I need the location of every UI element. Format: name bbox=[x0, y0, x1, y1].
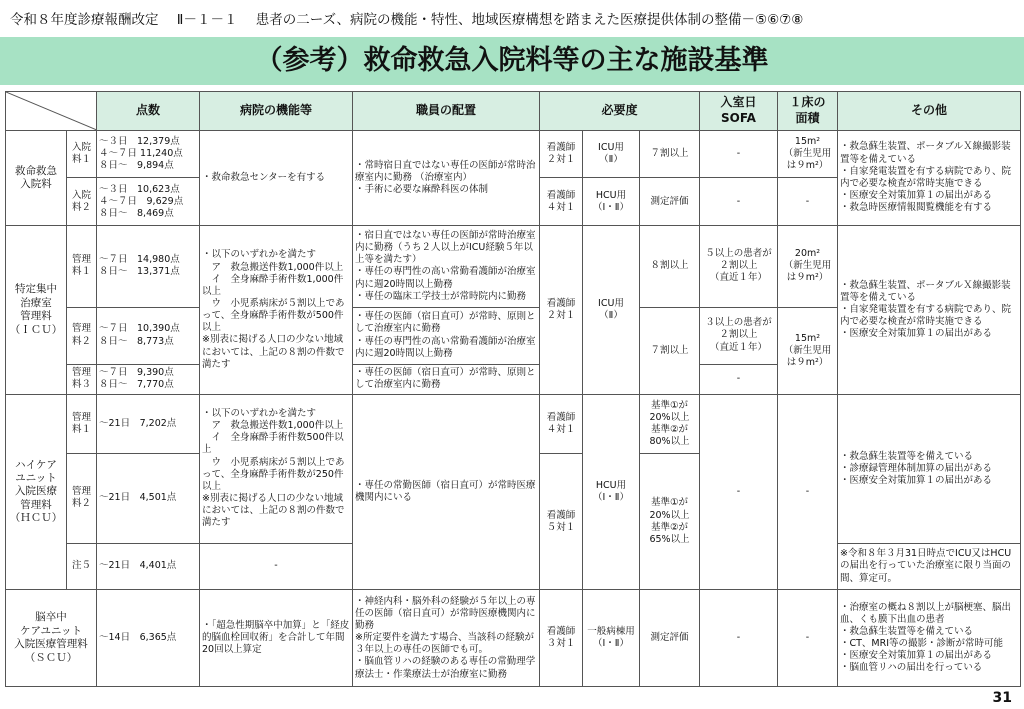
row-label: 管理 料３ bbox=[67, 364, 97, 395]
points-cell: ～７日 10,390点 ８日～ 8,773点 bbox=[97, 307, 200, 364]
row-label: 管理 料２ bbox=[67, 307, 97, 364]
severity-type-cell: 一般病棟用 （Ⅰ・Ⅱ） bbox=[583, 590, 640, 687]
nurse-ratio-cell: 看護師 ３対１ bbox=[540, 590, 583, 687]
other-cell: ・治療室の概ね８割以上が脳梗塞、脳出血、くも膜下出血の患者 ・救急蘇生装置等を備えている ・CT、MRI等の撮影・診断が常時可能 ・医療安全対策加算１の届出がある ・脳血管リハの届出を行っている bbox=[838, 590, 1021, 687]
row-label: 入院 料１ bbox=[67, 130, 97, 178]
staffing-cell: ・専任の常勤医師（宿日直可）が常時医療機関内にいる bbox=[353, 395, 540, 590]
criteria-table bbox=[5, 91, 1021, 687]
area-cell: - bbox=[778, 395, 838, 590]
other-cell: ※令和８年３月31日時点でICU又はHCUの届出を行っていた治療室に限り当面の間、算定可。 bbox=[838, 543, 1021, 590]
category-hcu: ハイケア ユニット 入院医療 管理料 （ＨＣＵ） bbox=[6, 395, 67, 590]
severity-type-cell: HCU用 （Ⅰ・Ⅱ） bbox=[583, 395, 640, 590]
nurse-ratio-cell: 看護師 ４対１ bbox=[540, 178, 583, 226]
severity-value-cell: 測定評価 bbox=[640, 178, 700, 226]
points-cell: ～21日 4,401点 bbox=[97, 543, 200, 590]
severity-value-cell: ７割以上 bbox=[640, 130, 700, 178]
sofa-cell: - bbox=[700, 364, 778, 395]
points-cell: ～21日 7,202点 bbox=[97, 395, 200, 454]
points-cell: ～７日 9,390点 ８日～ 7,770点 bbox=[97, 364, 200, 395]
function-cell: - bbox=[200, 543, 353, 590]
table-row bbox=[6, 226, 1021, 307]
nurse-ratio-cell: 看護師 ２対１ bbox=[540, 226, 583, 395]
row-label: 管理 料１ bbox=[67, 226, 97, 307]
sofa-cell: ３以上の患者が ２割以上 （直近１年） bbox=[700, 307, 778, 364]
other-cell: ・救急蘇生装置、ポータブルＸ線撮影装置等を備えている ・自家発電装置を有する病院であり、院内で必要な検査が常時実施できる ・医療安全対策加算１の届出がある ・救急時医療情報閲覧機能を有する bbox=[838, 130, 1021, 226]
points-cell: ～３日 12,379点 ４～７日 11,240点 ８日～ 9,894点 bbox=[97, 130, 200, 178]
category-icu: 特定集中 治療室 管理料 （ＩＣＵ） bbox=[6, 226, 67, 395]
staffing-cell: ・宿日直ではない専任の医師が常時治療室内に勤務（うち２人以上がICU経験５年以上等を満たす） ・専任の専門性の高い常勤看護師が治療室内に週20時間以上勤務 ・専任の臨床工学技士が常時院内に勤務 bbox=[353, 226, 540, 307]
header-points: 点数 bbox=[97, 92, 200, 131]
severity-type-cell: ICU用 （Ⅱ） bbox=[583, 130, 640, 178]
table-row bbox=[6, 590, 1021, 687]
row-label: 管理 料１ bbox=[67, 395, 97, 454]
sofa-cell: - bbox=[700, 395, 778, 590]
points-cell: ～３日 10,623点 ４～７日 9,629点 ８日～ 8,469点 bbox=[97, 178, 200, 226]
header-severity: 必要度 bbox=[540, 92, 700, 131]
nurse-ratio-cell: 看護師 ５対１ bbox=[540, 454, 583, 590]
severity-type-cell: HCU用 （Ⅰ・Ⅱ） bbox=[583, 178, 640, 226]
points-cell: ～14日 6,365点 bbox=[97, 590, 200, 687]
area-cell: 15m² （新生児用 は９m²） bbox=[778, 307, 838, 394]
row-label: 管理 料２ bbox=[67, 454, 97, 544]
page-number: 31 bbox=[992, 690, 1012, 706]
row-label: 入院 料２ bbox=[67, 178, 97, 226]
function-cell: ・以下のいずれかを満たす ア 救急搬送件数1,000件以上 イ 全身麻酔手術件数500件以上 ウ 小児系病床が５割以上であって、全身麻酔手術件数が250件以上 ※別表に掲げる人口の少ない地域においては、上記の８割の件数で満たす bbox=[200, 395, 353, 543]
corner-diagonal-cell bbox=[6, 92, 97, 131]
nurse-ratio-cell: 看護師 ４対１ bbox=[540, 395, 583, 454]
category-scu: 脳卒中 ケアユニット 入院医療管理料 （ＳＣＵ） bbox=[6, 590, 97, 687]
area-cell: - bbox=[778, 178, 838, 226]
area-cell: - bbox=[778, 590, 838, 687]
nurse-ratio-cell: 看護師 ２対１ bbox=[540, 130, 583, 178]
points-cell: ～７日 14,980点 ８日～ 13,371点 bbox=[97, 226, 200, 307]
staffing-cell: ・神経内科・脳外科の経験が５年以上の専任の医師（宿日直可）が常時医療機関内に勤務 ※所定要件を満たす場合、当該科の経験が３年以上の専任の医師でも可。 ・脳血管リハの経験のある専任の常勤理学療法士・作業療法士が治療室に勤務 bbox=[353, 590, 540, 687]
header-revision: 令和８年度診療報酬改定 bbox=[10, 12, 159, 28]
sofa-cell: ５以上の患者が ２割以上 （直近１年） bbox=[700, 226, 778, 307]
severity-value-cell: 測定評価 bbox=[640, 590, 700, 687]
sofa-cell: - bbox=[700, 590, 778, 687]
function-cell: ・「超急性期脳卒中加算」と「経皮的脳血栓回収術」を合計して年間20回以上算定 bbox=[200, 590, 353, 687]
header-area: １床の 面積 bbox=[778, 92, 838, 131]
staffing-cell: ・常時宿日直ではない専任の医師が常時治療室内に勤務 （治療室内） ・手術に必要な麻酔科医の体制 bbox=[353, 130, 540, 226]
header-function: 病院の機能等 bbox=[200, 92, 353, 131]
header-staffing: 職員の配置 bbox=[353, 92, 540, 131]
table-row bbox=[6, 395, 1021, 454]
function-cell: ・以下のいずれかを満たす ア 救急搬送件数1,000件以上 イ 全身麻酔手術件数1,000件以上 ウ 小児系病床が５割以上であって、全身麻酔手術件数が500件以上 ※別表に掲げる人口の少ない地域においては、上記の８割の件数で満たす bbox=[200, 226, 353, 395]
severity-value-cell: ７割以上 bbox=[640, 307, 700, 394]
other-cell: ・救急蘇生装置、ポータブルＸ線撮影装置等を備えている ・自家発電装置を有する病院であり、院内で必要な検査が常時実施できる ・医療安全対策加算１の届出がある bbox=[838, 226, 1021, 395]
header-code: Ⅱ－１－１ bbox=[176, 12, 238, 28]
severity-value-cell: 基準①が 20%以上 基準②が 65%以上 bbox=[640, 454, 700, 590]
severity-value-cell: ８割以上 bbox=[640, 226, 700, 307]
table-row bbox=[6, 130, 1021, 178]
other-cell: ・救急蘇生装置等を備えている ・診療録管理体制加算の届出がある ・医療安全対策加算１の届出がある bbox=[838, 395, 1021, 543]
row-label: 注５ bbox=[67, 543, 97, 590]
severity-type-cell: ICU用 （Ⅱ） bbox=[583, 226, 640, 395]
header-sofa: 入室日 SOFA bbox=[700, 92, 778, 131]
area-cell: 20m² （新生児用 は９m²） bbox=[778, 226, 838, 307]
staffing-cell: ・専任の医師（宿日直可）が常時、原則として治療室内に勤務 bbox=[353, 364, 540, 395]
area-cell: 15m² （新生児用 は９m²） bbox=[778, 130, 838, 178]
points-cell: ～21日 4,501点 bbox=[97, 454, 200, 544]
function-cell: ・救命救急センターを有する bbox=[200, 130, 353, 226]
category-kyumei: 救命救急 入院料 bbox=[6, 130, 67, 226]
sofa-cell: - bbox=[700, 178, 778, 226]
title-banner bbox=[0, 37, 1024, 85]
staffing-cell: ・専任の医師（宿日直可）が常時、原則として治療室内に勤務 ・専任の専門性の高い常勤看護師が治療室内に週20時間以上勤務 bbox=[353, 307, 540, 364]
criteria-table-wrap bbox=[5, 91, 1020, 687]
header-title: 患者の二ーズ、病院の機能・特性、地域医療構想を踏まえた医療提供体制の整備－⑤⑥⑦⑧ bbox=[255, 12, 804, 28]
diagonal-line-icon bbox=[6, 92, 96, 130]
severity-value-cell: 基準①が 20%以上 基準②が 80%以上 bbox=[640, 395, 700, 454]
header-row bbox=[6, 92, 1021, 131]
header-other: その他 bbox=[838, 92, 1021, 131]
slide-header bbox=[10, 8, 1014, 30]
banner-title: （参考）救命救急入院料等の主な施設基準 bbox=[255, 45, 769, 76]
sofa-cell: - bbox=[700, 130, 778, 178]
